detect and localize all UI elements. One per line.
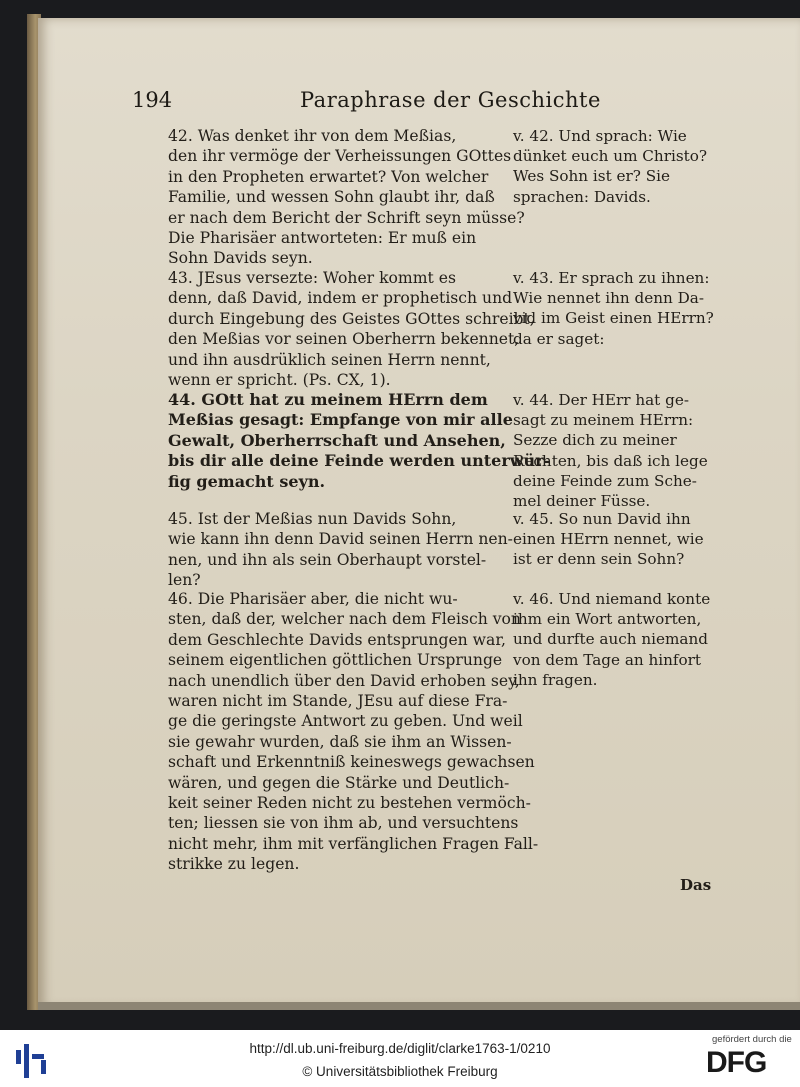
text-line: dem Geschlechte Davids entsprungen war, [168, 630, 507, 649]
text-line: v. 42. Und sprach: Wie [513, 127, 687, 145]
dfg-logo[interactable]: DFG [706, 1046, 767, 1079]
text-line: ten; liessen sie von ihm ab, und versuchtens [168, 814, 519, 833]
text-line: ist er denn sein Sohn? [513, 550, 685, 569]
text-line: dünket euch um Christo? [513, 147, 708, 166]
text-line: 46. Die Pharisäer aber, die nicht wu- [168, 590, 458, 608]
text-line: sagt zu meinem HErrn: [513, 411, 694, 430]
text-line: sie gewahr wurden, daß sie ihm an Wissen- [168, 732, 512, 751]
catchword: Das [680, 876, 712, 894]
text-line: denn, daß David, indem er prophetisch und [168, 289, 513, 308]
text-line: v. 46. Und niemand konte [513, 590, 711, 608]
text-line: ge die geringste Antwort zu geben. Und weil [168, 712, 523, 731]
funding-note: gefördert durch die [712, 1034, 792, 1045]
verse-42 [513, 126, 729, 207]
text-line: schaft und Erkenntniß keineswegs gewachsen [168, 753, 535, 772]
text-line: Gewalt, Oberherrschaft und Ansehen, [168, 430, 506, 450]
text-line: vid im Geist einen HErrn? [513, 309, 714, 328]
text-line: 43. JEsus versezte: Woher kommt es [168, 269, 456, 287]
paragraph-45 [168, 509, 513, 591]
text-line: ihn fragen. [513, 670, 598, 689]
text-line: sprachen: Davids. [513, 187, 651, 206]
text-line: Familie, und wessen Sohn glaubt ihr, daß [168, 188, 495, 207]
paragraph-43 [168, 268, 535, 390]
text-line: 45. Ist der Meßias nun Davids Sohn, [168, 510, 457, 528]
text-line: nach unendlich über den David erhoben sey, [168, 671, 520, 690]
paragraph-42 [168, 126, 525, 269]
text-line: Wie nennet ihn denn Da- [513, 289, 704, 308]
text-line: wären, und gegen die Stärke und Deutlich- [168, 773, 510, 792]
text-line: v. 44. Der HErr hat ge- [513, 391, 689, 409]
text-line: 44. GOtt hat zu meinem HErrn dem [168, 390, 488, 409]
text-line: deine Feinde zum Sche- [513, 471, 697, 490]
text-line: Sezze dich zu meiner [513, 431, 677, 450]
text-line: seinem eigentlichen göttlichen Ursprunge [168, 651, 503, 670]
text-line: mel deiner Füsse. [513, 492, 651, 511]
text-line: und ihn ausdrüklich seinen Herrn nennt, [168, 350, 491, 369]
text-line: wenn er spricht. (Ps. CX, 1). [168, 371, 391, 390]
page-bottom-edge [38, 1002, 800, 1010]
paragraph-46 [168, 589, 539, 875]
text-line: ihm ein Wort antworten, [513, 610, 702, 629]
verse-45 [513, 509, 729, 570]
text-line: in den Propheten erwartet? Von welcher [168, 167, 489, 186]
text-line: fig gemacht seyn. [168, 471, 326, 491]
text-line: v. 45. So nun David ihn [513, 510, 691, 528]
text-line: einen HErrn nennet, wie [513, 530, 704, 549]
text-line: nen, und ihn als sein Oberhaupt vorstel- [168, 550, 487, 569]
text-line: und durfte auch niemand [513, 630, 708, 649]
text-line: Rechten, bis daß ich lege [513, 451, 708, 470]
text-line: sten, daß der, welcher nach dem Fleisch von [168, 610, 521, 629]
text-line: den Meßias vor seinen Oberherrn bekennet, [168, 330, 520, 349]
paragraph-44 [168, 390, 551, 492]
text-line: wie kann ihn denn David seinen Herrn nen- [168, 530, 513, 549]
text-line: von dem Tage an hinfort [513, 650, 702, 669]
text-line: Die Pharisäer antworteten: Er muß ein [168, 229, 477, 248]
text-line: 42. Was denket ihr von dem Meßias, [168, 127, 457, 145]
text-line: v. 43. Er sprach zu ihnen: [513, 269, 710, 287]
permalink-url[interactable]: http://dl.ub.uni-freiburg.de/diglit/clarke1763-1/0210 [249, 1041, 551, 1056]
text-line: da er saget: [513, 329, 605, 348]
copyright-notice: © Universitätsbibliothek Freiburg [302, 1064, 498, 1079]
verse-46 [513, 589, 729, 690]
text-line: strikke zu legen. [168, 855, 300, 874]
page-header [130, 88, 730, 118]
text-line: keit seiner Reden nicht zu bestehen vermöch- [168, 794, 531, 813]
text-line: er nach dem Bericht der Schrift seyn müsse? [168, 208, 525, 227]
verse-43 [513, 268, 729, 349]
text-line: Meßias gesagt: Empfange von mir alle [168, 410, 513, 430]
verse-44 [513, 390, 729, 511]
text-line: durch Eingebung des Geistes GOttes schreibt, [168, 309, 535, 328]
text-line: Wes Sohn ist er? Sie [513, 167, 670, 186]
text-line: len? [168, 571, 201, 590]
text-line: waren nicht im Stande, JEsu auf diese Fra- [168, 692, 508, 711]
text-line: nicht mehr, ihm mit verfänglichen Fragen Fall- [168, 834, 539, 853]
running-title: Paraphrase der Geschichte [300, 88, 601, 112]
text-line: den ihr vermöge der Verheissungen GOttes [168, 147, 512, 166]
text-line: Sohn Davids seyn. [168, 249, 313, 268]
text-line: bis dir alle deine Feinde werden unterwür- [168, 451, 551, 471]
page-number: 194 [132, 88, 173, 112]
